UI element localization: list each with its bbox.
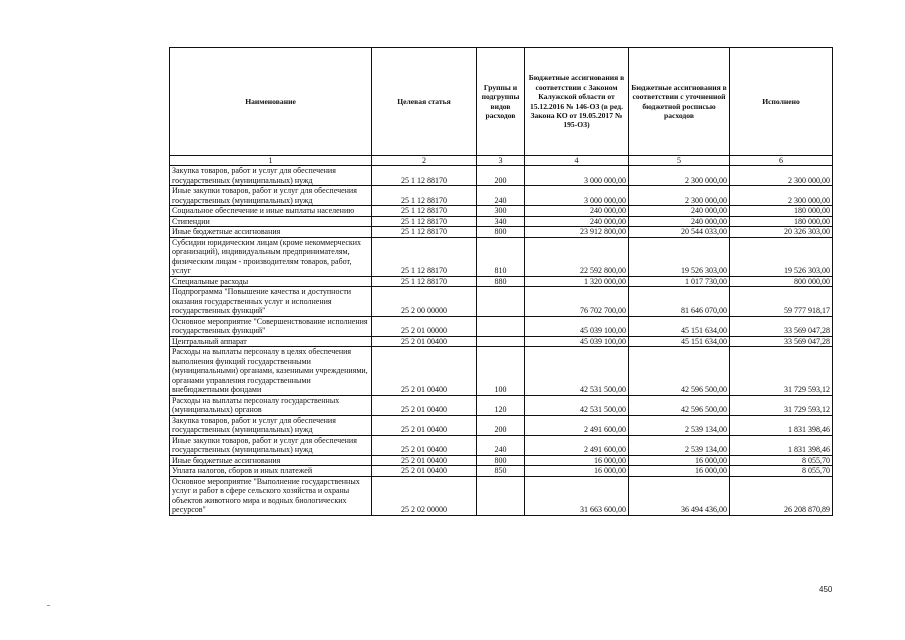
row-revised-amount: 20 544 033,00	[629, 227, 730, 238]
row-revised-amount: 1 017 730,00	[629, 276, 730, 287]
row-executed-amount: 2 300 000,00	[730, 186, 833, 206]
row-revised-amount: 16 000,00	[629, 455, 730, 466]
row-target: 25 1 12 88170	[372, 186, 477, 206]
row-revised-amount: 45 151 634,00	[629, 316, 730, 336]
row-target: 25 2 00 00000	[372, 287, 477, 317]
row-group	[477, 316, 525, 336]
table-row	[170, 395, 833, 415]
row-name: Подпрограмма "Повышение качества и доступности оказания государственных услуг и исполнения государственных функций"	[170, 287, 372, 317]
row-group: 240	[477, 186, 525, 206]
row-executed-amount: 1 831 398,46	[730, 415, 833, 435]
column-number: 2	[372, 156, 477, 166]
table-row	[170, 435, 833, 455]
row-target: 25 1 12 88170	[372, 227, 477, 238]
header-law: Бюджетные ассигнования в соответствии с Законом Калужской области от 15.12.2016 № 146-ОЗ (в ред. Закона КО от 19.05.2017 № 195-ОЗ)	[525, 48, 629, 156]
row-target: 25 1 12 88170	[372, 206, 477, 217]
row-group: 100	[477, 347, 525, 396]
row-name: Иные бюджетные ассигнования	[170, 227, 372, 238]
row-executed-amount: 180 000,00	[730, 216, 833, 227]
table-row	[170, 166, 833, 186]
row-revised-amount: 240 000,00	[629, 206, 730, 217]
table-row	[170, 336, 833, 347]
table-row	[170, 227, 833, 238]
row-name: Центральный аппарат	[170, 336, 372, 347]
row-group	[477, 476, 525, 515]
row-law-amount: 45 039 100,00	[525, 316, 629, 336]
row-law-amount: 23 912 800,00	[525, 227, 629, 238]
column-number-row	[170, 156, 833, 166]
row-name: Основное мероприятие "Совершенствование исполнения государственных функций"	[170, 316, 372, 336]
row-name: Закупка товаров, работ и услуг для обеспечения государственных (муниципальных) нужд	[170, 415, 372, 435]
row-executed-amount: 8 055,70	[730, 455, 833, 466]
row-law-amount: 240 000,00	[525, 216, 629, 227]
row-executed-amount: 33 569 047,28	[730, 336, 833, 347]
row-revised-amount: 36 494 436,00	[629, 476, 730, 515]
row-target: 25 2 01 00400	[372, 347, 477, 396]
row-group: 880	[477, 276, 525, 287]
row-executed-amount: 19 526 303,00	[730, 237, 833, 276]
row-target: 25 2 01 00400	[372, 336, 477, 347]
row-law-amount: 2 491 600,00	[525, 415, 629, 435]
row-law-amount: 31 663 600,00	[525, 476, 629, 515]
row-name: Основное мероприятие "Выполнение государственных услуг и работ в сфере сельского хозяйства и охраны объектов животного мира и водных биологических ресурсов"	[170, 476, 372, 515]
row-name: Иные закупки товаров, работ и услуг для обеспечения государственных (муниципальных) нужд	[170, 435, 372, 455]
table-row	[170, 415, 833, 435]
row-target: 25 2 01 00400	[372, 455, 477, 466]
row-target: 25 1 12 88170	[372, 166, 477, 186]
header-executed: Исполнено	[730, 48, 833, 156]
row-executed-amount: 33 569 047,28	[730, 316, 833, 336]
row-target: 25 1 12 88170	[372, 276, 477, 287]
row-name: Расходы на выплаты персоналу в целях обеспечения выполнения функций государственными (муниципальными) органами, казенными учреждениями, органами управления государственными внебюджетными фондами	[170, 347, 372, 396]
row-law-amount: 3 000 000,00	[525, 166, 629, 186]
row-group	[477, 287, 525, 317]
row-name: Субсидии юридическим лицам (кроме некоммерческих организаций), индивидуальным предпринимателям, физическим лицам - производителям товаров, работ, услуг	[170, 237, 372, 276]
row-executed-amount: 800 000,00	[730, 276, 833, 287]
table-row	[170, 276, 833, 287]
row-law-amount: 42 531 500,00	[525, 395, 629, 415]
row-name: Специальные расходы	[170, 276, 372, 287]
row-executed-amount: 180 000,00	[730, 206, 833, 217]
table-row	[170, 347, 833, 396]
row-group: 340	[477, 216, 525, 227]
row-revised-amount: 81 646 070,00	[629, 287, 730, 317]
row-revised-amount: 45 151 634,00	[629, 336, 730, 347]
column-number: 3	[477, 156, 525, 166]
row-executed-amount: 26 208 870,89	[730, 476, 833, 515]
row-revised-amount: 42 596 500,00	[629, 395, 730, 415]
row-revised-amount: 16 000,00	[629, 466, 730, 477]
header-target: Целевая статья	[372, 48, 477, 156]
row-name: Стипендии	[170, 216, 372, 227]
row-law-amount: 2 491 600,00	[525, 435, 629, 455]
column-number: 6	[730, 156, 833, 166]
row-group: 300	[477, 206, 525, 217]
row-name: Расходы на выплаты персоналу государственных (муниципальных) органов	[170, 395, 372, 415]
row-group: 200	[477, 166, 525, 186]
table-row	[170, 216, 833, 227]
row-name: Закупка товаров, работ и услуг для обеспечения государственных (муниципальных) нужд	[170, 166, 372, 186]
row-revised-amount: 2 300 000,00	[629, 186, 730, 206]
row-name: Иные бюджетные ассигнования	[170, 455, 372, 466]
row-target: 25 2 01 00400	[372, 466, 477, 477]
row-target: 25 2 01 00000	[372, 316, 477, 336]
row-law-amount: 42 531 500,00	[525, 347, 629, 396]
row-target: 25 2 01 00400	[372, 395, 477, 415]
row-law-amount: 45 039 100,00	[525, 336, 629, 347]
header-name: Наименование	[170, 48, 372, 156]
row-name: Социальное обеспечение и иные выплаты населению	[170, 206, 372, 217]
column-number: 5	[629, 156, 730, 166]
table-row	[170, 316, 833, 336]
table-row	[170, 466, 833, 477]
page-number: 450	[819, 585, 833, 594]
row-revised-amount: 42 596 500,00	[629, 347, 730, 396]
row-law-amount: 22 592 800,00	[525, 237, 629, 276]
row-group	[477, 336, 525, 347]
table-row	[170, 237, 833, 276]
row-revised-amount: 19 526 303,00	[629, 237, 730, 276]
header-row	[170, 48, 833, 156]
row-revised-amount: 2 300 000,00	[629, 166, 730, 186]
table-row	[170, 186, 833, 206]
table-row	[170, 476, 833, 515]
row-law-amount: 16 000,00	[525, 466, 629, 477]
row-name: Уплата налогов, сборов и иных платежей	[170, 466, 372, 477]
budget-table	[169, 47, 833, 516]
row-group: 850	[477, 466, 525, 477]
row-group: 800	[477, 455, 525, 466]
row-target: 25 2 01 00400	[372, 435, 477, 455]
row-executed-amount: 31 729 593,12	[730, 395, 833, 415]
row-law-amount: 3 000 000,00	[525, 186, 629, 206]
table-row	[170, 206, 833, 217]
header-groups: Группы и подгруппы видов расходов	[477, 48, 525, 156]
header-revised: Бюджетные ассигнования в соответствии с уточненной бюджетной росписью расходов	[629, 48, 730, 156]
row-executed-amount: 31 729 593,12	[730, 347, 833, 396]
row-target: 25 1 12 88170	[372, 216, 477, 227]
row-executed-amount: 8 055,70	[730, 466, 833, 477]
row-name: Иные закупки товаров, работ и услуг для обеспечения государственных (муниципальных) нужд	[170, 186, 372, 206]
row-executed-amount: 1 831 398,46	[730, 435, 833, 455]
row-target: 25 1 12 88170	[372, 237, 477, 276]
scan-mark	[47, 605, 50, 606]
row-group: 810	[477, 237, 525, 276]
row-executed-amount: 59 777 918,17	[730, 287, 833, 317]
row-group: 240	[477, 435, 525, 455]
row-executed-amount: 20 326 303,00	[730, 227, 833, 238]
row-group: 200	[477, 415, 525, 435]
row-law-amount: 76 702 700,00	[525, 287, 629, 317]
row-revised-amount: 2 539 134,00	[629, 415, 730, 435]
row-law-amount: 16 000,00	[525, 455, 629, 466]
table-row	[170, 287, 833, 317]
row-law-amount: 1 320 000,00	[525, 276, 629, 287]
row-group: 120	[477, 395, 525, 415]
row-executed-amount: 2 300 000,00	[730, 166, 833, 186]
row-revised-amount: 240 000,00	[629, 216, 730, 227]
row-target: 25 2 02 00000	[372, 476, 477, 515]
table-body	[170, 166, 833, 516]
row-target: 25 2 01 00400	[372, 415, 477, 435]
row-group: 800	[477, 227, 525, 238]
row-revised-amount: 2 539 134,00	[629, 435, 730, 455]
table-row	[170, 455, 833, 466]
column-number: 4	[525, 156, 629, 166]
row-law-amount: 240 000,00	[525, 206, 629, 217]
column-number: 1	[170, 156, 372, 166]
